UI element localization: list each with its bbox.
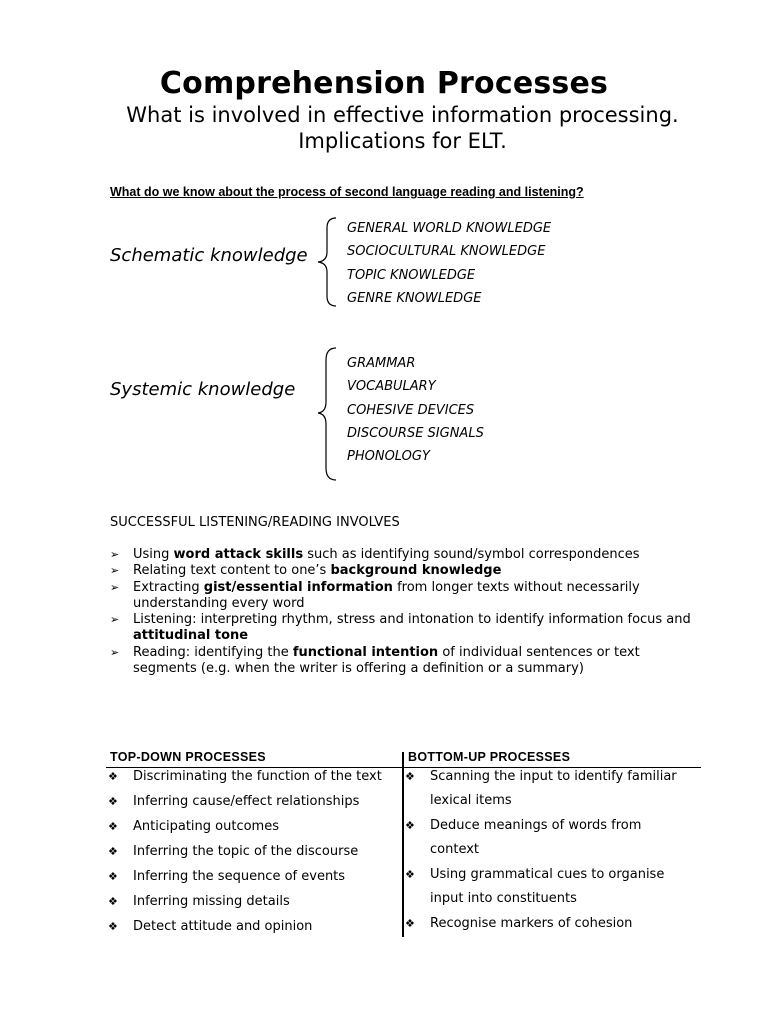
list-item — [106, 815, 398, 839]
bullet-text-bold: attitudinal tone — [133, 628, 249, 644]
arrow-bullet-icon: ➢ — [110, 645, 120, 659]
item-text: Inferring the sequence of events — [133, 869, 346, 884]
bullet-text-bold: functional intention — [292, 644, 439, 660]
item-text: Deduce meanings of words from context — [430, 818, 642, 857]
bullet-text-post: from longer texts without necessarily understanding every word — [133, 579, 640, 611]
diamond-bullet-icon: ❖ — [108, 870, 118, 883]
systemic-knowledge-label: Systemic knowledge — [110, 379, 296, 400]
item-text: Recognise markers of cohesion — [430, 916, 633, 931]
processes-table — [106, 750, 701, 938]
item-text: Using grammatical cues to organise input into constituents — [430, 867, 665, 906]
diamond-bullet-icon: ❖ — [108, 845, 118, 858]
arrow-bullet-icon: ➢ — [110, 564, 120, 578]
list-item: COHESIVE DEVICES — [347, 402, 475, 418]
item-text: Inferring cause/effect relationships — [133, 794, 360, 809]
item-text: Detect attitude and opinion — [133, 919, 313, 934]
list-item — [110, 612, 700, 645]
item-text: Discriminating the function of the text — [133, 769, 382, 784]
arrow-bullet-icon: ➢ — [110, 548, 120, 561]
bullet-text-bold: word attack skills — [173, 547, 304, 562]
list-item — [403, 863, 693, 911]
list-item — [110, 580, 700, 613]
list-item: VOCABULARY — [347, 379, 436, 395]
list-item: TOPIC KNOWLEDGE — [347, 267, 476, 283]
list-item: DISCOURSE SIGNALS — [347, 425, 484, 441]
diamond-bullet-icon: ❖ — [108, 795, 118, 808]
item-text: Scanning the input to identify familiar lexical items — [430, 769, 677, 808]
list-item: GRAMMAR — [347, 356, 416, 371]
diamond-bullet-icon: ❖ — [108, 895, 118, 908]
bullet-text-bold: background knowledge — [330, 563, 502, 579]
list-item — [106, 790, 398, 814]
item-text: Inferring the topic of the discourse — [133, 844, 359, 859]
list-item — [110, 547, 700, 563]
list-item — [106, 840, 398, 864]
list-item: GENERAL WORLD KNOWLEDGE — [347, 221, 552, 236]
arrow-bullet-icon: ➢ — [110, 580, 120, 594]
schematic-brace-icon — [314, 216, 340, 308]
diamond-bullet-icon: ❖ — [108, 820, 118, 833]
section-question: What do we know about the process of second language reading and listening? — [110, 185, 584, 199]
bullet-text-pre: Reading: identifying the — [133, 644, 293, 660]
diamond-bullet-icon: ❖ — [108, 920, 118, 933]
bullet-text-bold: gist/essential information — [203, 579, 393, 595]
success-heading: SUCCESSFUL LISTENING/READING INVOLVES — [110, 515, 400, 530]
bullet-text-post: such as identifying sound/symbol correspondences — [303, 547, 640, 562]
list-item — [403, 912, 693, 936]
list-item — [403, 814, 693, 862]
systemic-brace-icon — [314, 346, 340, 482]
schematic-knowledge-label: Schematic knowledge — [110, 245, 308, 266]
bullet-text-pre: Relating text content to one’s — [133, 563, 331, 579]
list-item — [110, 645, 700, 678]
item-text: Inferring missing details — [133, 894, 290, 909]
list-item: PHONOLOGY — [347, 449, 430, 465]
list-item — [110, 563, 700, 579]
diamond-bullet-icon: ❖ — [405, 917, 415, 930]
top-down-heading: TOP-DOWN PROCESSES — [110, 750, 266, 764]
bullet-text-pre: Extracting — [133, 579, 204, 595]
list-item — [106, 915, 398, 939]
list-item — [106, 890, 398, 914]
list-item — [403, 765, 693, 813]
list-item — [106, 765, 398, 789]
bullet-text-pre: Listening: interpreting rhythm, stress and intonation to identify information focus and — [133, 612, 691, 628]
top-down-list — [106, 765, 398, 940]
page-title: Comprehension Processes — [159, 66, 609, 101]
success-bullet-list — [110, 547, 700, 677]
diamond-bullet-icon: ❖ — [405, 770, 415, 783]
schematic-knowledge-list — [347, 217, 551, 310]
bullet-text-post: of individual sentences or text segments (e.g. when the writer is offering a definition or a summary) — [133, 644, 640, 677]
list-item: GENRE KNOWLEDGE — [347, 290, 482, 306]
diamond-bullet-icon: ❖ — [405, 819, 415, 832]
list-item: SOCIOCULTURAL KNOWLEDGE — [347, 244, 546, 260]
arrow-bullet-icon: ➢ — [110, 613, 120, 627]
list-item — [106, 865, 398, 889]
bottom-up-heading: BOTTOM-UP PROCESSES — [408, 750, 571, 764]
bullet-text-pre: Using — [133, 547, 174, 562]
page-subtitle: What is involved in effective information processing. Implications for ELT. — [126, 103, 679, 153]
diamond-bullet-icon: ❖ — [108, 770, 118, 783]
item-text: Anticipating outcomes — [133, 819, 279, 834]
systemic-knowledge-list — [347, 352, 484, 468]
bottom-up-list — [403, 765, 693, 937]
diamond-bullet-icon: ❖ — [405, 868, 415, 881]
